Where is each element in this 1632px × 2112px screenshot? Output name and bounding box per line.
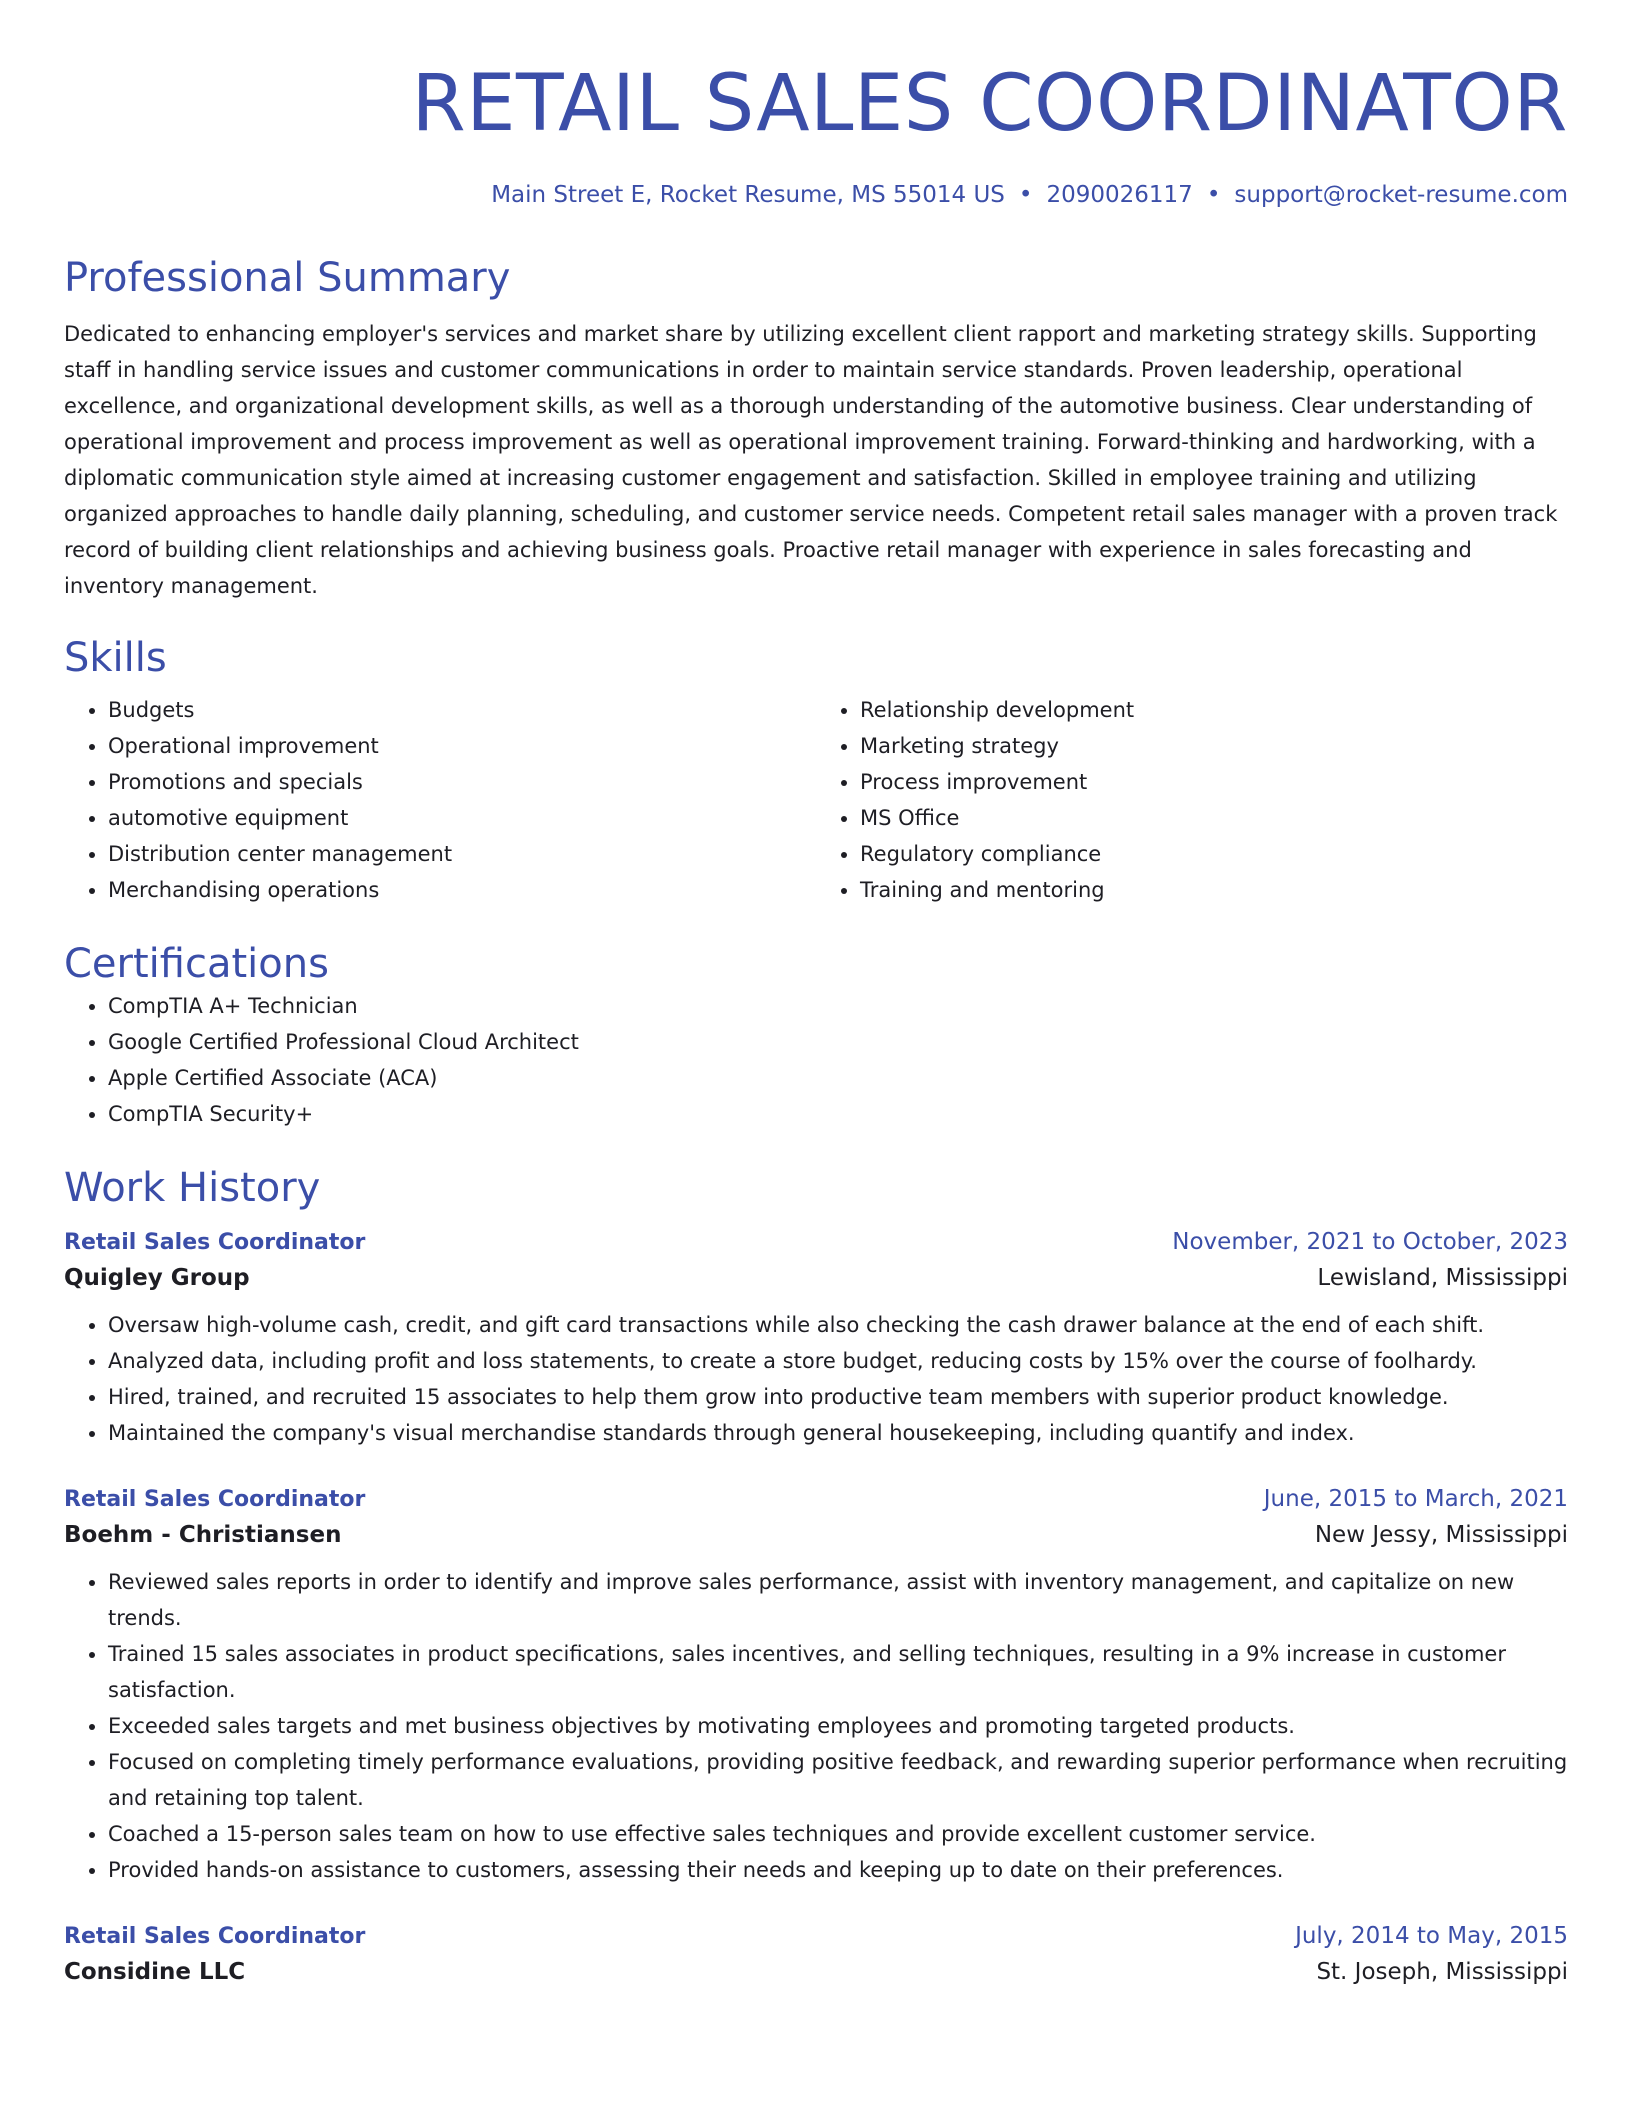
job-bullet: • Coached a 15-person sales team on how to use effective sales techniques and provide excellent customer service.	[108, 1816, 1568, 1852]
job-header-row	[64, 1226, 1568, 1259]
skill-item: • MS Office	[860, 800, 1568, 836]
skills-columns	[64, 692, 1568, 908]
job-bullet: • Focused on completing timely performance evaluations, providing positive feedback, and rewarding superior performance when recruiting and retaining top talent.	[108, 1744, 1568, 1816]
job-company-row	[64, 1516, 1568, 1554]
summary-heading: Professional Summary	[64, 255, 511, 301]
skill-item: • Budgets	[108, 692, 816, 728]
job-bullet: • Trained 15 sales associates in product specifications, sales incentives, and selling techniques, resulting in a 9% increase in customer satisfaction.	[108, 1636, 1568, 1708]
job-company: Quigley Group	[64, 1265, 250, 1291]
contact-email[interactable]: support@rocket-resume.com	[1234, 182, 1568, 208]
job-location: Lewisland, Mississippi	[1317, 1265, 1568, 1291]
certification-item: • CompTIA Security+	[108, 1096, 1568, 1132]
job-dates: November, 2021 to October, 2023	[1172, 1229, 1568, 1255]
skill-item: • Operational improvement	[108, 728, 816, 764]
job-company: Considine LLC	[64, 1959, 246, 1985]
job-dates: July, 2014 to May, 2015	[1295, 1923, 1568, 1949]
job-company-row	[64, 1953, 1568, 1991]
job-bullet: • Reviewed sales reports in order to identify and improve sales performance, assist with inventory management, and capitalize on new trends.	[108, 1564, 1568, 1636]
job-bullet: • Maintained the company's visual merchandise standards through general housekeeping, including quantify and index.	[108, 1415, 1568, 1451]
certification-item: • Google Certified Professional Cloud Architect	[108, 1024, 1568, 1060]
job-bullet: • Analyzed data, including profit and loss statements, to create a store budget, reducing costs by 15% over the course of foolhardy.	[108, 1343, 1568, 1379]
job-bullets	[64, 1564, 1568, 1888]
job-dates: June, 2015 to March, 2021	[1263, 1486, 1568, 1512]
certification-item: • CompTIA A+ Technician	[108, 988, 1568, 1024]
work-history-heading: Work History	[64, 1165, 321, 1211]
job-title: Retail Sales Coordinator	[64, 1230, 366, 1255]
job-bullet: • Hired, trained, and recruited 15 associates to help them grow into productive team members with superior product knowledge.	[108, 1379, 1568, 1415]
skill-item: • Process improvement	[860, 764, 1568, 800]
certifications-heading: Certifications	[64, 941, 329, 987]
skill-item: • Training and mentoring	[860, 872, 1568, 908]
skills-heading: Skills	[64, 635, 167, 681]
job-header-row	[64, 1920, 1568, 1953]
contact-separator: •	[1018, 182, 1033, 208]
skill-item: • Promotions and specials	[108, 764, 816, 800]
certifications-list	[64, 988, 1568, 1132]
skill-item: • Merchandising operations	[108, 872, 816, 908]
skill-item: • Regulatory compliance	[860, 836, 1568, 872]
contact-phone: 2090026117	[1046, 182, 1193, 208]
skills-list-right	[816, 692, 1568, 908]
job-bullet: • Exceeded sales targets and met business objectives by motivating employees and promoting targeted products.	[108, 1708, 1568, 1744]
skill-item: • automotive equipment	[108, 800, 816, 836]
job-entry	[64, 1920, 1568, 1991]
job-company: Boehm - Christiansen	[64, 1522, 342, 1548]
skill-item: • Marketing strategy	[860, 728, 1568, 764]
job-company-row	[64, 1259, 1568, 1297]
job-location: St. Joseph, Mississippi	[1316, 1959, 1568, 1985]
job-entry	[64, 1226, 1568, 1451]
contact-address: Main Street E, Rocket Resume, MS 55014 US	[491, 182, 1005, 208]
job-entry	[64, 1483, 1568, 1888]
certification-item: • Apple Certified Associate (ACA)	[108, 1060, 1568, 1096]
job-bullets	[64, 1307, 1568, 1451]
job-title: Retail Sales Coordinator	[64, 1487, 366, 1512]
contact-separator: •	[1206, 182, 1221, 208]
skills-list-left	[64, 692, 816, 908]
job-header-row	[64, 1483, 1568, 1516]
job-bullet: • Provided hands-on assistance to customers, assessing their needs and keeping up to date on their preferences.	[108, 1852, 1568, 1888]
resume-name: RETAIL SALES COORDINATOR	[411, 59, 1568, 149]
contact-line	[64, 180, 1568, 210]
job-location: New Jessy, Mississippi	[1314, 1522, 1568, 1548]
skill-item: • Distribution center management	[108, 836, 816, 872]
job-title: Retail Sales Coordinator	[64, 1924, 366, 1949]
skill-item: • Relationship development	[860, 692, 1568, 728]
job-bullet: • Oversaw high-volume cash, credit, and gift card transactions while also checking the cash drawer balance at the end of each shift.	[108, 1307, 1568, 1343]
summary-text: Dedicated to enhancing employer's services and market share by utilizing excellent client rapport and marketing strategy skills. Supporting staff in handling service issues and customer communications in order to maintain service standards. Proven leadership, operational excellence, and organizational development skills, as well as a thorough understanding of the automotive business. Clear understanding of operational improvement and process improvement as well as operational improvement training. Forward-thinking and hardworking, with a diplomatic communication style aimed at increasing customer engagement and satisfaction. Skilled in employee training and utilizing organized approaches to handle daily planning, scheduling, and customer service needs. Competent retail sales manager with a proven track record of building client relationships and achieving business goals. Proactive retail manager with experience in sales forecasting and inventory management.	[64, 322, 1558, 598]
